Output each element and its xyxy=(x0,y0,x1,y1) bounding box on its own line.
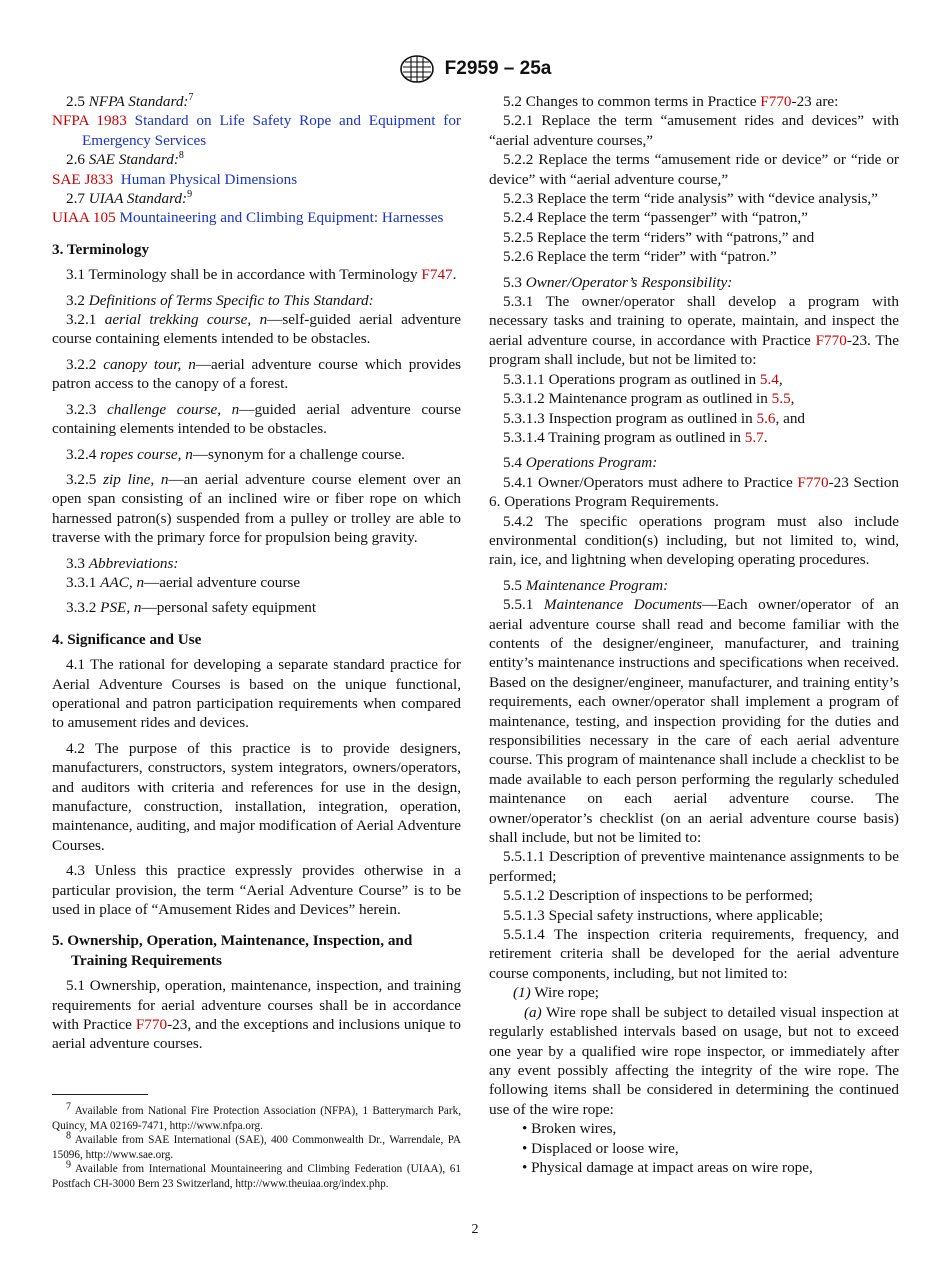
para-5-2-4: 5.2.4 Replace the term “passenger” with “patron,” xyxy=(503,209,808,227)
ref-section-link[interactable]: 5.4 xyxy=(759,370,779,388)
enum-item-1: (1) Wire rope; xyxy=(513,984,599,1002)
ref-code-link[interactable]: UIAA 105 xyxy=(52,209,116,227)
para-5-2-3: 5.2.3 Replace the term “ride analysis” with “device analysis,” xyxy=(503,190,878,208)
para-5-4-2: 5.4.2 The specific operations program must also include environmental condition(s) including, but not limited to, wind, rain, ice, and lightning when developing operating procedures. xyxy=(489,512,899,569)
para-5-5-1-3: 5.5.1.3 Special safety instructions, where applicable; xyxy=(503,906,824,924)
para-5-4-1: 5.4.1 Owner/Operators must adhere to Practice F770-23 Section 6. Operations Program Requirements. xyxy=(489,473,900,511)
ref-f770-link[interactable]: F770 xyxy=(797,473,829,491)
para-5-4: 5.4 Operations Program: xyxy=(503,454,658,472)
para-4-1: 4.1 The rational for developing a separate standard practice for Aerial Adventure Courses is based on the unique functional, operational and patron participation requirements when compared to amusement rides and devices. xyxy=(52,656,461,732)
ref-f770-link[interactable]: F770 xyxy=(760,93,792,110)
bullet-item: • Physical damage at impact areas on wire rope, xyxy=(522,1158,813,1176)
enum-item-a: (a) Wire rope shall be subject to detailed visual inspection at regularly established intervals based on usage, but not to exceed one year by a qualified wire rope inspector, or immediately after any event possibly affecting the integrity of the wire rope. The following items shall be considered in determining the continued use of the wire rope: xyxy=(489,1003,899,1118)
ref-section-link[interactable]: 5.7 xyxy=(744,428,764,446)
para-3-3: 3.3 Abbreviations: xyxy=(66,554,179,572)
bullet-item: • Broken wires, xyxy=(522,1120,617,1138)
ref-section-link[interactable]: 5.5 xyxy=(771,390,791,408)
heading-significance: 4. Significance and Use xyxy=(52,630,202,648)
ref-uiaa-105 xyxy=(52,208,461,227)
section-2-6: 2.6 SAE Standard:$^8$ xyxy=(66,150,184,169)
para-3-2-3: 3.2.3 challenge course, n—guided aerial adventure course containing elements intended to be obstacles. xyxy=(52,400,461,438)
para-3-3-1: 3.3.1 AAC, n—aerial adventure course xyxy=(66,573,301,591)
ref-f770-link[interactable]: F770 xyxy=(815,331,847,349)
para-5-5-1-2: 5.5.1.2 Description of inspections to be performed; xyxy=(503,887,814,905)
ref-title-link[interactable]: Mountaineering and Climbing Equipment: Harnesses xyxy=(119,209,444,227)
ref-nfpa-1983 xyxy=(52,111,461,150)
footnote-9: $^9$ Available from International Mountaineering and Climbing Federation (UIAA), 61 Postfach CH-3000 Bern 23 Switzerland, http://www.theuiaa.org/index.php. xyxy=(52,1159,461,1190)
para-5-2-1: 5.2.1 Replace the term “amusement rides and devices” with “aerial adventure courses,” xyxy=(489,112,899,149)
left-column xyxy=(52,92,461,1054)
footnotes xyxy=(52,1101,461,1192)
footnote-8: $^8$ Available from SAE International (SAE), 400 Commonwealth Dr., Warrendale, PA 15096, http://www.sae.org. xyxy=(52,1130,461,1161)
section-2-7: 2.7 UIAA Standard:$^9$ xyxy=(66,188,193,208)
page-header xyxy=(0,54,950,84)
page-number: 2 xyxy=(471,1222,479,1237)
ref-sae-j833 xyxy=(52,170,461,189)
para-5-3-1-2: 5.3.1.2 Maintenance program as outlined in 5.5, xyxy=(503,390,795,408)
para-5-5-1-1: 5.5.1.1 Description of preventive maintenance assignments to be performed; xyxy=(489,848,899,885)
ref-f770-link[interactable]: F770 xyxy=(135,1016,168,1034)
para-5-3-1-1: 5.3.1.1 Operations program as outlined in 5.4, xyxy=(503,370,783,388)
para-3-2: 3.2 Definitions of Terms Specific to This Standard: xyxy=(66,291,374,309)
footnote-7: $^7$ Available from National Fire Protection Association (NFPA), 1 Batterymarch Park, Quincy, MA 02169-7471, http://www.nfpa.org. xyxy=(52,1101,461,1132)
para-5-3-1-3: 5.3.1.3 Inspection program as outlined in 5.6, and xyxy=(503,409,806,427)
ref-title-link[interactable]: Human Physical Dimensions xyxy=(120,170,298,188)
standard-designation: F2959 – 25a xyxy=(444,58,552,79)
para-5-5: 5.5 Maintenance Program: xyxy=(503,576,669,594)
section-2-5: 2.5 NFPA Standard:$^7$ xyxy=(66,91,194,110)
ref-code-link[interactable]: NFPA 1983 xyxy=(52,112,127,130)
para-5-1: 5.1 Ownership, operation, maintenance, inspection, and training requirements for aerial adventure courses shall be in accordance with Practice F770-23, and the exceptions and inclusions unique to aerial adventure courses. xyxy=(52,977,461,1053)
para-3-3-2: 3.3.2 PSE, n—personal safety equipment xyxy=(66,599,317,617)
astm-logo-icon xyxy=(399,54,435,84)
para-3-1: 3.1 Terminology shall be in accordance with Terminology F747. xyxy=(66,266,457,284)
ref-code-link[interactable]: SAE J833 xyxy=(52,170,114,188)
ref-f747-link[interactable]: F747 xyxy=(421,266,453,284)
para-5-2: 5.2 Changes to common terms in Practice F770-23 are: xyxy=(503,93,839,110)
heading-ownership: 5. Ownership, Operation, Maintenance, Inspection, and Training Requirements xyxy=(52,932,413,969)
para-5-2-2: 5.2.2 Replace the terms “amusement ride or device” or “ride or device” with “aerial adventure course,” xyxy=(489,151,899,188)
para-5-3-1: 5.3.1 The owner/operator shall develop a program with necessary tasks and training to operate, maintain, and inspect the aerial adventure course, in accordance with Practice F770-23. The program shall include, but not be limited to: xyxy=(489,293,899,369)
para-5-5-1-4: 5.5.1.4 The inspection criteria requirements, frequency, and retirement criteria shall be developed for the aerial adventure course components, including, but not limited to: xyxy=(489,926,899,982)
para-3-2-2: 3.2.2 canopy tour, n—aerial adventure course which provides patron access to the canopy of a forest. xyxy=(52,355,462,393)
ref-title-link[interactable]: Standard on Life Safety Rope and Equipment for Emergency Services xyxy=(82,112,461,149)
bullet-item: • Displaced or loose wire, xyxy=(522,1139,679,1157)
para-3-2-4: 3.2.4 ropes course, n—synonym for a challenge course. xyxy=(66,445,405,463)
para-4-3: 4.3 Unless this practice expressly provides otherwise in a particular provision, the term “Aerial Adventure Course” is to be used in place of “Amusement Rides and Devices” herein. xyxy=(52,862,461,919)
para-5-2-6: 5.2.6 Replace the term “rider” with “patron.” xyxy=(503,248,777,266)
right-column xyxy=(489,92,899,1177)
ref-section-link[interactable]: 5.6 xyxy=(756,409,776,427)
para-4-2: 4.2 The purpose of this practice is to provide designers, manufacturers, constructors, system integrators, owners/operators, and auditors with criteria and references for use in the design, manufacture, construction, installation, integration, operation, maintenance, auditing, and major modification of Aerial Adventure Courses. xyxy=(52,739,461,854)
para-5-2-5: 5.2.5 Replace the term “riders” with “patrons,” and xyxy=(503,228,815,246)
para-3-2-1: 3.2.1 aerial trekking course, n—self-guided aerial adventure course containing elements intended to be obstacles. xyxy=(52,311,461,348)
footnote-rule xyxy=(52,1094,148,1095)
para-5-5-1: 5.5.1 Maintenance Documents—Each owner/operator of an aerial adventure course shall read and become familiar with the contents of the designer/engineer, manufacturer, and training entity’s maintenance instructions and specifications when received. Based on the designer/engineer, manufacturer, and training entity’s requirements, each owner/operator shall implement a program of maintenance, testing, and inspection providing for the duties and responsibilities necessary in the care of each aerial adventure course. This program of maintenance shall include a checklist to be made available to each person performing the regularly scheduled maintenance on each aerial adventure course. The owner/operator’s checklist (on an aerial adventure course basis) shall include, but not be limited to: xyxy=(489,596,899,847)
heading-terminology: 3. Terminology xyxy=(52,240,150,258)
para-5-3: 5.3 Owner/Operator’s Responsibility: xyxy=(503,273,733,291)
para-3-2-5: 3.2.5 zip line, n—an aerial adventure course element over an open span consisting of an inclined wire or fiber rope on which harnessed patron(s) suspended from a pulley or trolley are able to traverse with the primary force for propulsion being gravity. xyxy=(52,470,461,547)
para-5-3-1-4: 5.3.1.4 Training program as outlined in 5.7. xyxy=(503,428,768,446)
